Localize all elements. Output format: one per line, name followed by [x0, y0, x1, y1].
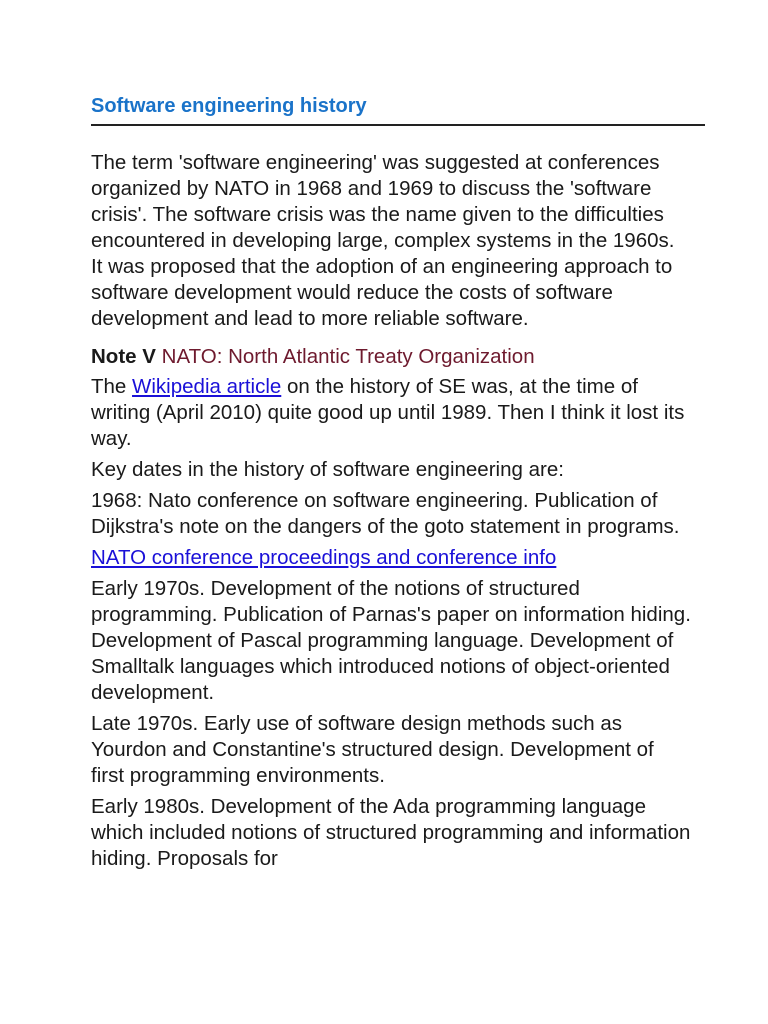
document-page — [91, 92, 711, 872]
wikipedia-paragraph — [91, 374, 691, 452]
note-text: NATO: North Atlantic Treaty Organization — [161, 345, 535, 368]
note-line — [91, 344, 691, 370]
wikipedia-article-link[interactable]: Wikipedia article — [132, 375, 282, 398]
note-label: Note V — [91, 345, 156, 368]
entry-late-1970s: Late 1970s. Early use of software design methods such as Yourdon and Constantine's structured design. Development of first programming environments. — [91, 712, 654, 787]
nato-link-paragraph — [91, 545, 691, 571]
entry-early-1980s: Early 1980s. Development of the Ada programming language which included notions of structured programming and information hiding. Proposals for — [91, 795, 691, 870]
wikipedia-text-after: on the history of SE was, at the time of writing (April 2010) quite good up until 1989. Then I think it lost its way. — [91, 375, 685, 450]
wikipedia-text-before: The — [91, 375, 133, 398]
entry-1968: 1968: Nato conference on software engineering. Publication of Dijkstra's note on the dangers of the goto statement in programs. — [91, 489, 680, 538]
page-title: Software engineering history — [91, 92, 705, 126]
nato-proceedings-link[interactable]: NATO conference proceedings and conference info — [91, 546, 557, 569]
intro-paragraph: The term 'software engineering' was suggested at conferences organized by NATO in 1968 and 1969 to discuss the 'software crisis'. The software crisis was the name given to the difficulties encountered in developing large, complex systems in the 1960s. It was proposed that the adoption of an engineering approach to software development would reduce the costs of software development and lead to more reliable software. — [91, 151, 675, 330]
entry-early-1970s: Early 1970s. Development of the notions of structured programming. Publication of Parnas's paper on information hiding. Development of Pascal programming language. Development of Smalltalk languages which introduced notions of object-oriented development. — [91, 577, 691, 704]
key-dates-intro: Key dates in the history of software engineering are: — [91, 458, 564, 481]
